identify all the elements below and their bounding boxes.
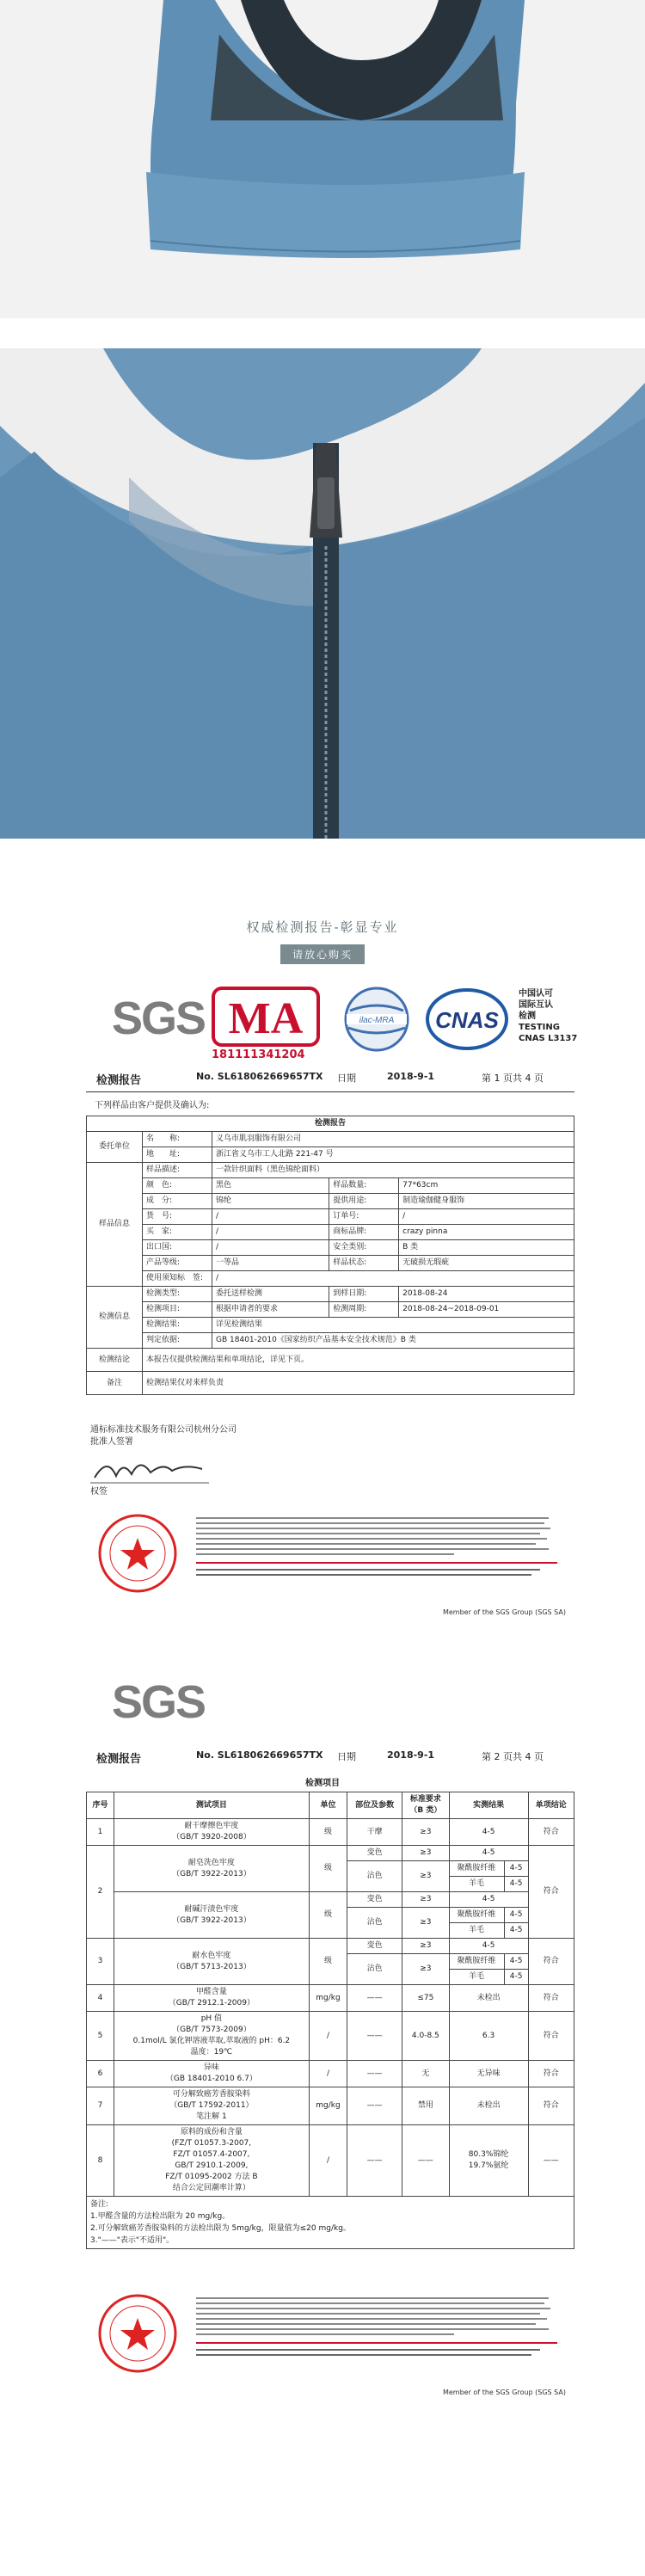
table-row [87,1287,574,1302]
divider [86,1091,574,1092]
section-remark: 备注 [87,1372,143,1395]
field-value: 锦纶 [212,1194,329,1209]
cma-number: 181111341204 [212,1048,305,1061]
cell: 甲醛含量 （GB/T 2912.1-2009） [114,1985,309,2012]
date-label: 日期 [337,1751,356,1762]
cnas-line: TESTING [519,1023,560,1032]
table-row [87,1256,574,1271]
cell: —— [347,2125,402,2197]
cell: 羊毛 [449,1877,504,1892]
field-value: / [212,1209,329,1225]
field-value: GB 18401-2010《国家纺织产品基本安全技术规范》B 类 [212,1333,574,1349]
table-row [87,1333,574,1349]
cell: 6 [87,2061,114,2087]
cell: 耐皂洗色牢度 （GB/T 3922-2013） [114,1846,309,1892]
table-row [87,1892,574,1908]
client-address: 浙江省义乌市工人北路 221-47 号 [212,1147,574,1163]
cma-logo-icon [212,987,320,1047]
field-label: 货 号: [143,1209,212,1225]
cell: 符合 [528,1985,574,2012]
field-label: 地 址: [143,1147,212,1163]
cell: 符合 [528,2087,574,2125]
product-photo-zipper [0,348,645,839]
cell: ≥3 [402,1939,449,1954]
field-value: 黑色 [212,1178,329,1194]
bra-back-illustration [0,0,645,318]
sgs-logo: SGS [112,1676,206,1728]
ilac-mra-logo-icon [340,985,414,1054]
table-row [87,1178,574,1194]
cell: ≥3 [402,1819,449,1846]
cell: 聚酰胺纤维 [449,1908,504,1923]
cnas-caption [519,988,577,1044]
table-row [87,1163,574,1178]
handwritten-signature-icon [90,1452,211,1486]
report-number: No. SL618062669657TX [196,1071,323,1082]
cell: 4-5 [449,1846,528,1861]
field-value: / [212,1240,329,1256]
cell: 4-5 [504,1877,528,1892]
field-label: 安全类别: [329,1240,399,1256]
field-label: 出口国: [143,1240,212,1256]
field-label: 样品状态: [329,1256,399,1271]
field-label: 提供用途: [329,1194,399,1209]
report-date: 2018-9-1 [387,1071,435,1082]
column-header: 实测结果 [449,1792,528,1819]
cell: 符合 [528,1939,574,1985]
cell: mg/kg [309,1985,347,2012]
report-header-page1 [0,1066,645,1088]
signing-company: 通标标准技术服务有限公司杭州分公司 [90,1425,236,1435]
sgs-logo: SGS [112,993,206,1044]
field-label: 商标品牌: [329,1225,399,1240]
field-label: 买 家: [143,1225,212,1240]
cell: ≥3 [402,1908,449,1939]
cell: 符合 [528,1846,574,1939]
cell: 耐水色牢度 （GB/T 5713-2013） [114,1939,309,1985]
table-row [87,2012,574,2061]
cell: 4.0-8.5 [402,2012,449,2061]
sgs-member-text: Member of the SGS Group (SGS SA) [442,2388,566,2396]
approver-label: 批准人签署 [90,1437,133,1447]
field-label: 名 称: [143,1132,212,1147]
table-row [87,2061,574,2087]
cell: 变色 [347,1846,402,1861]
footnote: 3."——"表示"不适用"。 [90,2236,175,2245]
section-sample: 样品信息 [87,1163,143,1287]
report-date: 2018-9-1 [387,1749,435,1761]
cell: 6.3 [449,2012,528,2061]
cell: mg/kg [309,2087,347,2125]
table-header-row [87,1792,574,1819]
cell: 1 [87,1819,114,1846]
table-row [87,2087,574,2125]
column-header: 部位及参数 [347,1792,402,1819]
cell: 可分解致癌芳香胺染料 （GB/T 17592-2011） 笔注解 1 [114,2087,309,2125]
cell: 80.3%锦纶 19.7%氨纶 [449,2125,528,2197]
report-label: 检测报告 [96,1753,142,1766]
cell: 沾色 [347,1954,402,1985]
field-label: 使用须知标 签: [143,1271,212,1287]
field-label: 检测项目: [143,1302,212,1318]
sgs-logo-page2-wrap [0,1675,645,1744]
footnote: 1.甲醛含量的方法检出限为 20 mg/kg。 [90,2212,230,2221]
svg-text:ilac-MRA: ilac-MRA [359,1016,395,1025]
field-value: / [212,1271,574,1287]
cell: 干摩 [347,1819,402,1846]
cell: 4-5 [449,1819,528,1846]
disclaimer-text-block-icon [196,1515,557,1593]
field-value: / [399,1209,574,1225]
table-row [87,1318,574,1333]
cell: 沾色 [347,1908,402,1939]
cell: —— [347,2012,402,2061]
column-header: 测试项目 [114,1792,309,1819]
cell: 原料的成份和含量 (FZ/T 01057.3-2007, FZ/T 01057.4-2007, GB/T 2910.1-2009, FZ/T 01095-2002 方法 B 结合公定回潮率计算） [114,2125,309,2197]
authority-title: 权威检测报告-彰显专业 [246,919,399,935]
remark-text: 检测结果仅对来样负责 [143,1372,574,1395]
disclaimer-text-block-icon [196,2296,557,2373]
cell: 4-5 [504,1923,528,1939]
section-client: 委托单位 [87,1132,143,1163]
cnas-line: CNAS L3137 [519,1034,578,1043]
column-header: 序号 [87,1792,114,1819]
client-name: 义乌市肌羽服饰有限公司 [212,1132,574,1147]
cell: —— [347,2061,402,2087]
cell: ≥3 [402,1861,449,1892]
cnas-line: 中国认可 [519,989,553,999]
field-value: 制造瑜伽健身服饰 [399,1194,574,1209]
field-value: / [212,1225,329,1240]
column-header: 单项结论 [528,1792,574,1819]
cell: 符合 [528,1819,574,1846]
field-value: 委托送样检测 [212,1287,329,1302]
cell: 变色 [347,1892,402,1908]
cell: 沾色 [347,1861,402,1892]
cnas-logo-icon [426,985,508,1054]
field-label: 颜 色: [143,1178,212,1194]
sample-desc: 一款针织面料（黑色锦纶面料） [212,1163,574,1178]
table-row [87,2125,574,2197]
svg-text:CNAS: CNAS [435,1007,499,1033]
cell: ≤75 [402,1985,449,2012]
cell: 耐干摩擦色牢度 （GB/T 3920-2008） [114,1819,309,1846]
signature-block [90,1424,645,1498]
certification-logos [0,980,645,1066]
field-label: 检测结果: [143,1318,212,1333]
cell: ≥3 [402,1892,449,1908]
cell: 级 [309,1939,347,1985]
cell: 未检出 [449,2087,528,2125]
cell: / [309,2061,347,2087]
field-label: 判定依据: [143,1333,212,1349]
table-row [87,1819,574,1846]
field-value: 77*63cm [399,1178,574,1194]
field-value: 2018-08-24~2018-09-01 [399,1302,574,1318]
date-label: 日期 [337,1073,356,1084]
table-row [87,1939,574,1954]
report-header-page2 [0,1744,645,1767]
cell: 羊毛 [449,1970,504,1985]
field-value: 一等品 [212,1256,329,1271]
cell: 4-5 [449,1939,528,1954]
red-seal-stamp-icon [96,2292,179,2375]
cell: 2 [87,1846,114,1939]
report-number: No. SL618062669657TX [196,1749,323,1761]
field-label: 样品描述: [143,1163,212,1178]
reassurance-badge: 请放心购买 [280,944,365,964]
zipper-closeup-illustration [0,348,645,839]
cell: 4-5 [504,1908,528,1923]
field-value: crazy pinna [399,1225,574,1240]
cell: 禁用 [402,2087,449,2125]
table-row [87,1194,574,1209]
signer-title: 权签 [90,1487,108,1497]
field-label: 产品等级: [143,1256,212,1271]
field-label: 订单号: [329,1209,399,1225]
cell: 5 [87,2012,114,2061]
cell: ≥3 [402,1954,449,1985]
column-header: 标准要求 （B 类） [402,1792,449,1819]
authority-header [0,918,645,964]
table-row [87,1985,574,2012]
cell: / [309,2012,347,2061]
cnas-line: 检测 [519,1011,536,1021]
table-row [87,1372,574,1395]
footnotes [87,2197,574,2249]
field-label: 样品数量: [329,1178,399,1194]
field-value: B 类 [399,1240,574,1256]
field-value: 根据申请者的要求 [212,1302,329,1318]
table-row [87,1132,574,1147]
report-table-page1 [86,1116,574,1395]
cell: 4-5 [504,1954,528,1970]
conclusion-text: 本报告仅提供检测结果和单项结论，详见下页。 [143,1349,574,1372]
cell: 3 [87,1939,114,1985]
cell: 级 [309,1846,347,1892]
table-row [87,1271,574,1287]
field-value: 2018-08-24 [399,1287,574,1302]
field-label: 检测类型: [143,1287,212,1302]
field-label: 检测周期: [329,1302,399,1318]
cell: —— [402,2125,449,2197]
cell: ≥3 [402,1846,449,1861]
intro-text: 下列样品由客户提供及确认为: [95,1101,210,1110]
table-row [87,1846,574,1861]
cell: 羊毛 [449,1923,504,1939]
table-title-page2: 检测项目 [305,1779,340,1788]
report-label: 检测报告 [96,1074,142,1087]
cell: / [309,2125,347,2197]
cell: 4-5 [504,1970,528,1985]
sgs-member-text: Member of the SGS Group (SGS SA) [442,1608,566,1616]
cell: 异味 （GB 18401-2010 6.7） [114,2061,309,2087]
section-conclusion: 检测结论 [87,1349,143,1372]
cell: 符合 [528,2061,574,2087]
table-row [87,1209,574,1225]
column-header: 单位 [309,1792,347,1819]
svg-text:MA: MA [228,994,304,1043]
footnote: 2.可分解致癌芳香胺染料的方法检出限为 5mg/kg，限量值为≤20 mg/kg。 [90,2224,351,2233]
cell: 无 [402,2061,449,2087]
footnote: 备注: [90,2200,109,2209]
test-items-table [86,1792,574,2249]
product-photo-back [0,0,645,318]
page-indicator: 第 2 页共 4 页 [482,1751,544,1762]
cnas-line: 国际互认 [519,1000,553,1010]
field-value: 详见检测结果 [212,1318,574,1333]
cell: 级 [309,1819,347,1846]
cell: —— [347,1985,402,2012]
cell: —— [528,2125,574,2197]
cell: 耐碱汗渍色牢度 （GB/T 3922-2013） [114,1892,309,1939]
table-row [87,1240,574,1256]
cell: —— [347,2087,402,2125]
table-row [87,1302,574,1318]
field-value: 无破损无瑕疵 [399,1256,574,1271]
cell: 级 [309,1892,347,1939]
field-label: 成 分: [143,1194,212,1209]
cell: 无异味 [449,2061,528,2087]
cell: 7 [87,2087,114,2125]
cell: 符合 [528,2012,574,2061]
cell: 8 [87,2125,114,2197]
cell: 4 [87,1985,114,2012]
cell: 4-5 [504,1861,528,1877]
table-row [87,2197,574,2249]
section-test: 检测信息 [87,1287,143,1349]
cell: 聚酰胺纤维 [449,1861,504,1877]
table-row [87,1147,574,1163]
cell: 变色 [347,1939,402,1954]
stamp-disclaimer-page1 [0,1512,645,1624]
cell: 4-5 [449,1892,528,1908]
table-row [87,1349,574,1372]
stamp-disclaimer-page2 [0,2292,645,2404]
field-label: 到样日期: [329,1287,399,1302]
cell: 未检出 [449,1985,528,2012]
page-indicator: 第 1 页共 4 页 [482,1073,544,1084]
cell: pH 值 （GB/T 7573-2009） 0.1mol/L 氯化钾溶液萃取,萃取液的 pH：6.2 温度：19℃ [114,2012,309,2061]
table-row [87,1225,574,1240]
table-title: 检测报告 [87,1116,574,1132]
red-seal-stamp-icon [96,1512,179,1595]
cell: 聚酰胺纤维 [449,1954,504,1970]
